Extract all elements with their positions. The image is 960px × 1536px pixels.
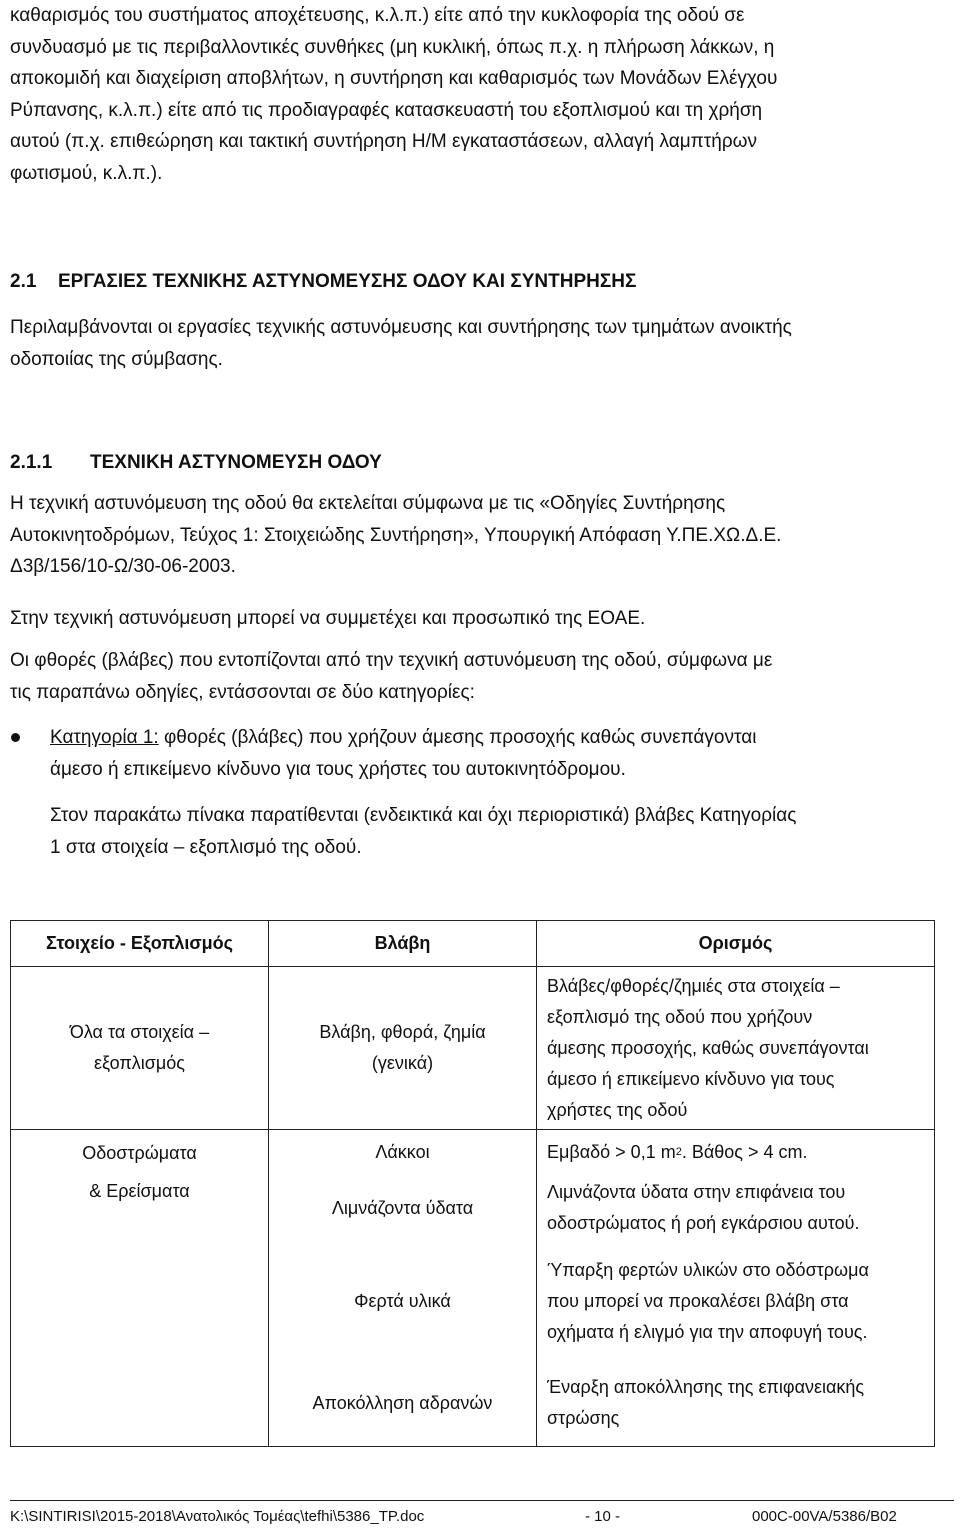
cell-line: Βλάβη, φθορά, ζημία	[319, 1022, 486, 1042]
column-header-definition: Ορισμός	[537, 921, 935, 967]
text-line: αυτού (π.χ. επιθεώρηση και τακτική συντήρηση Η/Μ εγκαταστάσεων, αλλαγή λαμπτήρων	[10, 131, 757, 152]
table-row	[11, 967, 935, 1130]
section-number: 2.1	[10, 271, 37, 292]
damage-item: Λάκκοι	[375, 1141, 430, 1162]
cell-line: οχήματα ή ελιγμό για την αποφυγή τους.	[547, 1321, 868, 1342]
text-line: Ρύπανσης, κ.λ.π.) είτε από τις προδιαγραφές κατασκευαστή του εξοπλισμού και τη χρήση	[10, 99, 763, 121]
table-header-row	[11, 921, 935, 967]
definition-item	[537, 1174, 934, 1242]
definition-text: Εμβαδό > 0,1 m	[547, 1141, 676, 1162]
document-page	[10, 0, 954, 1536]
definition-item	[537, 1242, 934, 1360]
table-row	[11, 1130, 935, 1447]
text-line: Στον παρακάτω πίνακα παρατίθενται (ενδεικτικά και όχι περιοριστικά) βλάβες Κατηγορίας	[50, 805, 797, 826]
text-line: Δ3β/156/10-Ω/30-06-2003.	[10, 556, 236, 577]
section-title: ΤΕΧΝΙΚΗ ΑΣΤΥΝΟΜΕΥΣΗ ΟΔΟΥ	[90, 452, 382, 473]
damage-item: Αποκόλληση αδρανών	[312, 1392, 493, 1413]
bullet-item-category-1	[50, 722, 954, 785]
section-2-1-1-para3	[10, 645, 954, 708]
intro-paragraph	[10, 0, 954, 189]
section-number: 2.1.1	[10, 452, 53, 473]
text-line: Στην τεχνική αστυνόμευση μπορεί να συμμετέχει και προσωπικό της ΕΟΑΕ.	[10, 608, 646, 629]
cell-line: Έναρξη αποκόλλησης της επιφανειακής	[547, 1377, 865, 1397]
cell-line: Όλα τα στοιχεία –	[69, 1022, 210, 1042]
damage-list	[269, 1130, 536, 1446]
section-heading-2-1-1	[10, 452, 382, 474]
text-line	[50, 722, 954, 754]
cell-line: Ύπαρξη φερτών υλικών στο οδόστρωμα	[547, 1259, 869, 1280]
cell-line: εξοπλισμός	[94, 1053, 185, 1073]
table-cell-damage	[269, 967, 537, 1130]
table-intro-paragraph	[50, 800, 954, 863]
section-heading-2-1	[10, 271, 636, 293]
table-cell-definition	[537, 967, 935, 1130]
cell-line: Βλάβες/φθορές/ζημιές στα στοιχεία –	[547, 975, 840, 996]
text-line: Περιλαμβάνονται οι εργασίες τεχνικής αστυνόμευσης και συντήρησης των τμημάτων ανοικτής	[10, 317, 792, 338]
table-cell-definition-group	[537, 1130, 935, 1447]
bullet-icon	[11, 733, 20, 742]
text-line: οδοποιίας της σύμβασης.	[10, 348, 223, 370]
cell-line: (γενικά)	[371, 1053, 434, 1073]
definition-list	[537, 1130, 934, 1446]
cell-line: Λιμνάζοντα ύδατα στην επιφάνεια του	[547, 1182, 846, 1202]
text-line: καθαρισμός του συστήματος αποχέτευσης, κ.λ.π.) είτε από την κυκλοφορία της οδού σε	[10, 5, 745, 26]
cell-line: άμεσης προσοχής, καθώς συνεπάγονται	[547, 1037, 869, 1058]
text-line: συνδυασμό με τις περιβαλλοντικές συνθήκες (μη κυκλική, όπως π.χ. η πλήρωση λάκκων, η	[10, 36, 775, 58]
text-line: αποκομιδή και διαχείριση αποβλήτων, η συντήρηση και καθαρισμός των Μονάδων Ελέγχου	[10, 68, 778, 89]
cell-line: χρήστες της οδού	[547, 1099, 688, 1120]
column-header-damage: Βλάβη	[269, 921, 537, 967]
table-cell-element	[11, 1130, 269, 1447]
category-text: φθορές (βλάβες) που χρήζουν άμεσης προσοχής καθώς συνεπάγονται	[158, 727, 757, 748]
text-line: άμεσο ή επικείμενο κίνδυνο για τους χρήστες του αυτοκινητόδρομου.	[50, 758, 626, 780]
section-2-1-1-para1	[10, 488, 954, 583]
damage-table	[10, 920, 935, 1447]
cell-line: άμεσο ή επικείμενο κίνδυνο για τους	[547, 1068, 835, 1089]
table-cell-damage-group	[269, 1130, 537, 1447]
footer-document-code: 000C-00VA/5386/B02	[752, 1507, 897, 1525]
definition-item	[537, 1360, 934, 1446]
text-line: Η τεχνική αστυνόμευση της οδού θα εκτελείται σύμφωνα με τις «Οδηγίες Συντήρησης	[10, 493, 726, 514]
section-2-1-body	[10, 312, 954, 375]
cell-line: που μπορεί να προκαλέσει βλάβη στα	[547, 1290, 849, 1311]
text-line: τις παραπάνω οδηγίες, εντάσσονται σε δύο κατηγορίες:	[10, 681, 475, 703]
cell-line: εξοπλισμό της οδού που χρήζουν	[547, 1006, 813, 1027]
cell-line: στρώσης	[547, 1408, 620, 1428]
section-title: ΕΡΓΑΣΙΕΣ ΤΕΧΝΙΚΗΣ ΑΣΤΥΝΟΜΕΥΣΗΣ ΟΔΟΥ ΚΑΙ ΣΥΝΤΗΡΗΣΗΣ	[58, 271, 637, 292]
cell-line: Οδοστρώματα	[82, 1143, 197, 1163]
text-line: φωτισμού, κ.λ.π.).	[10, 162, 163, 184]
definition-item: Εμβαδό > 0,1 m 2 . Βάθος > 4 cm.	[537, 1130, 934, 1174]
category-label: Κατηγορία 1:	[50, 727, 159, 748]
page-footer	[10, 1500, 954, 1531]
column-header-element: Στοιχείο - Εξοπλισμός	[11, 921, 269, 967]
text-line: Αυτοκινητοδρόμων, Τεύχος 1: Στοιχειώδης Συντήρηση», Υπουργική Απόφαση Υ.ΠΕ.ΧΩ.Δ.Ε.	[10, 524, 782, 546]
table-cell-element	[11, 967, 269, 1130]
section-2-1-1-para2	[10, 603, 954, 635]
cell-line: & Ερείσματα	[89, 1181, 190, 1201]
text-line: 1 στα στοιχεία – εξοπλισμό της οδού.	[50, 836, 362, 858]
footer-file-path: K:\SINTIRISI\2015-2018\Ανατολικός Τομέας\tefhi\5386_TP.doc	[10, 1507, 425, 1525]
footer-page-number: - 10 -	[585, 1507, 621, 1525]
damage-item: Λιμνάζοντα ύδατα	[331, 1197, 474, 1218]
text-line: Οι φθορές (βλάβες) που εντοπίζονται από την τεχνική αστυνόμευση της οδού, σύμφωνα με	[10, 650, 773, 671]
cell-line: οδοστρώματος ή ροή εγκάρσιου αυτού.	[547, 1213, 860, 1233]
definition-text: . Βάθος > 4 cm.	[681, 1141, 808, 1162]
damage-item: Φερτά υλικά	[354, 1290, 451, 1311]
